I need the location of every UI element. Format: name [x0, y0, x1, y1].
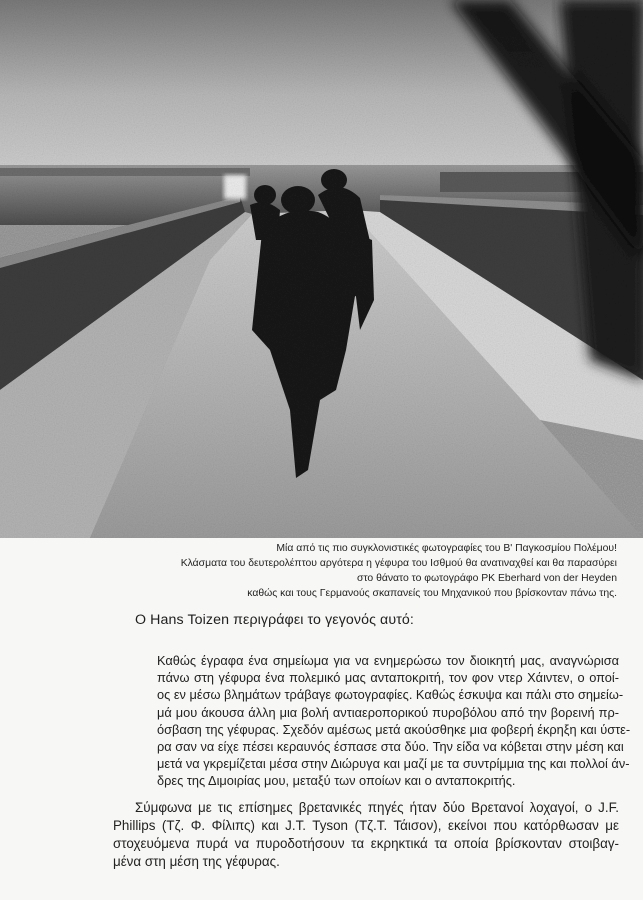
quote-line: Καθώς έγραφα ένα σημείωμα για να ενημερώσω τον διοικητή μας, αναγνώρισα — [157, 653, 619, 668]
quote-block — [157, 652, 631, 790]
caption-line: Κλάσματα του δευτερολέπτου αργότερα η γέφυρα του Ισθμού θα ανατιναχθεί και θα παρασύρει — [180, 558, 617, 569]
caption-line: Μία από τις πιο συγκλονιστικές φωτογραφίες του Β' Παγκοσμίου Πολέμου! — [276, 543, 617, 554]
quote-line: μά μου άκουσα άλλη μια βολή αντιαεροπορικού πυροβόλου από την βορεινή πρ- — [157, 704, 619, 720]
caption-line: καθώς και τους Γερμανούς σκαπανείς του Μηχανικού που βρίσκονταν πάνω της. — [247, 588, 617, 599]
body-paragraph — [113, 799, 619, 871]
caption-line: στο θάνατο το φωτογράφο PK Eberhard von der Heyden — [357, 573, 617, 584]
quote-line: δρες της Διμοιρίας μου, μεταξύ των οποίων και ο ανταποκριτής. — [157, 773, 516, 789]
quote-line: μετά να γκρεμίζεται μέσα στην Διώρυγα και μαζί με τα συντρίμμια της και πολλοί άν- — [157, 756, 630, 772]
paragraph-line: μένα στη μέση της γέφυρας. — [113, 854, 280, 869]
quote-line: όσβαση της γέφυρας. Σχεδόν αμέσως μετά ακούσθηκε μια φοβερή έκρηξη και ύστε- — [157, 721, 631, 737]
paragraph-line: Phillips (Τζ. Φ. Φίλιπς) και J.T. Tyson (Τζ.Τ. Τάισον), εκείνοι που κατόρθωσαν με — [113, 818, 619, 833]
intro-line: Ο Hans Toizen περιγράφει το γεγονός αυτό: — [135, 612, 414, 628]
quote-line: πάνω στη γέφυρα ένα πολεμικό μας ανταποκριτή, τον φον ντερ Χάιντεν, ο οποί- — [157, 670, 619, 686]
quote-line: ρα σαν να είχε πέσει κεραυνός έσπασε στα δύο. Την είδα να κόβεται στην μέση και — [157, 739, 624, 755]
photo-caption — [17, 541, 617, 601]
paragraph-line: στοχευόμενα πυρά να πυροδοτήσουν τα εκρηκτικά τα οποία βρίσκονταν στοιβαγ- — [113, 836, 619, 851]
paragraph-line: Σύμφωνα με τις επίσημες βρετανικές πηγές ήταν δύο Βρετανοί λοχαγοί, ο J.F. — [135, 800, 619, 815]
quote-line: ος εν μέσω βλημάτων τράβαγε φωτογραφίες. Καθώς έσκυψα και πάλι στο σημείω- — [157, 687, 624, 703]
